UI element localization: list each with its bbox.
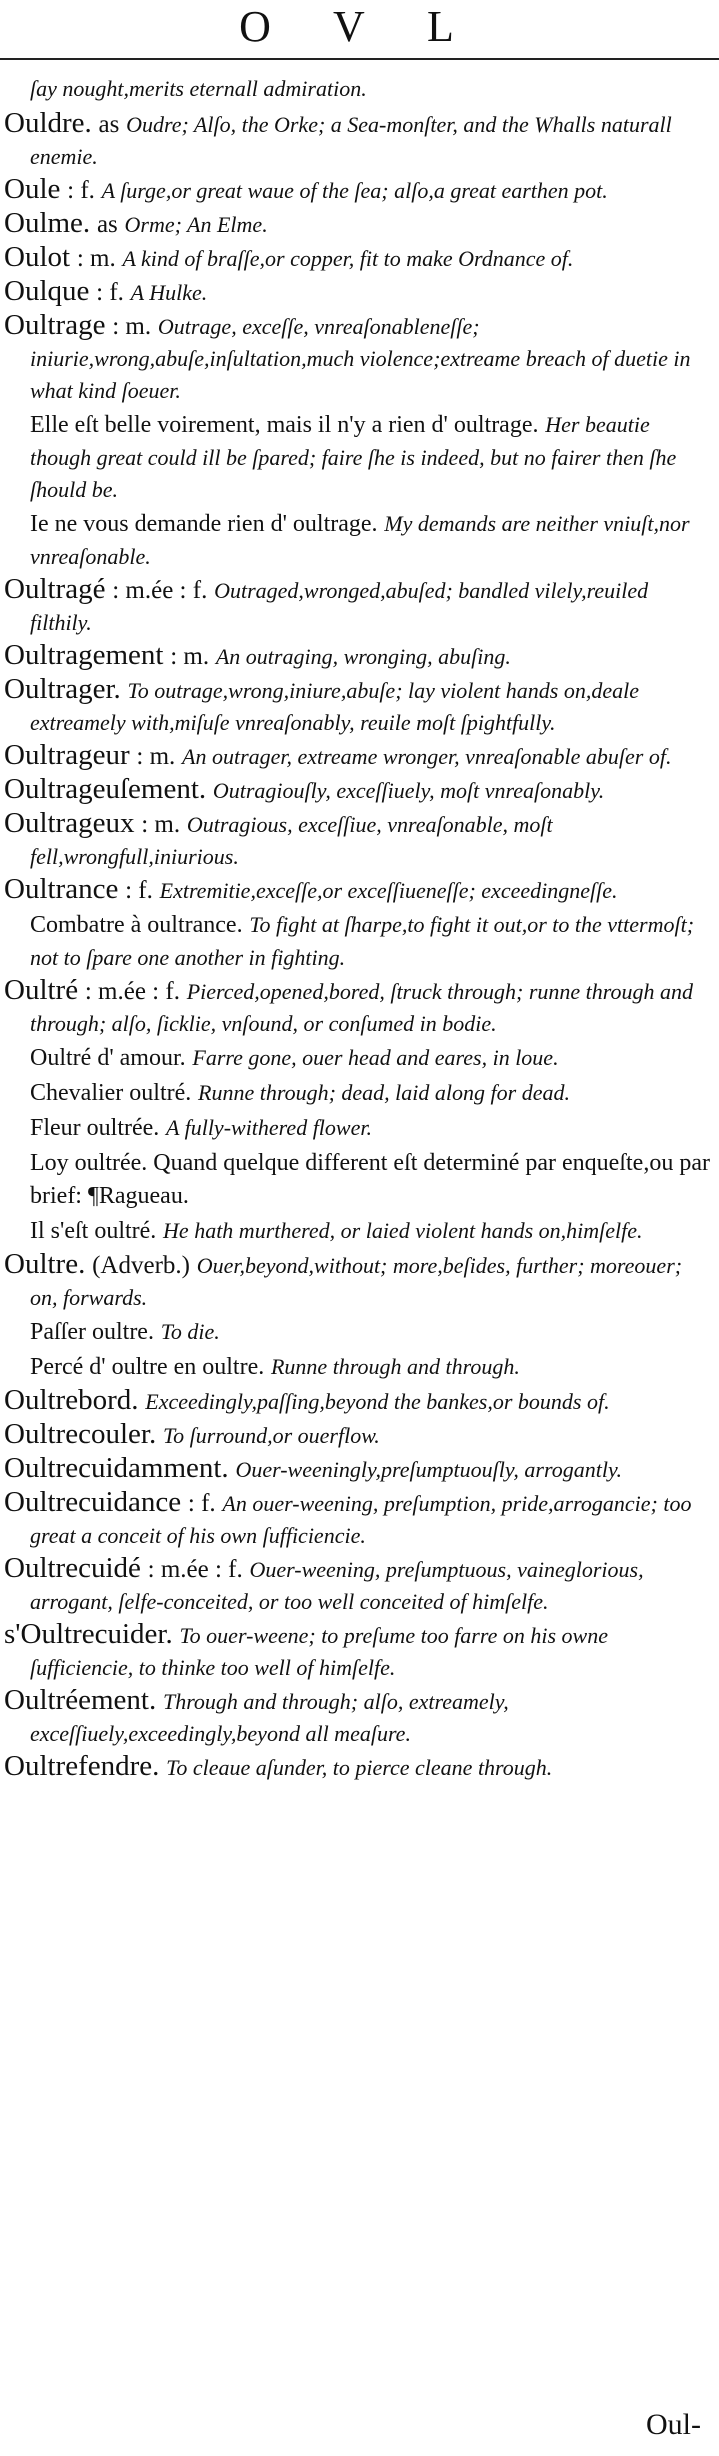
- sub-entry: [4, 1214, 712, 1247]
- headword: Oultrager.: [4, 673, 121, 705]
- definition: Ouer,beyond,without; more,beſides, further; moreouer; on, forwards.: [30, 1253, 683, 1310]
- grammar-note: : m.: [136, 743, 176, 770]
- dictionary-entry: [4, 975, 712, 1039]
- french-phrase: Combatre à oultrance.: [30, 912, 243, 938]
- grammar-note: : f.: [67, 177, 95, 204]
- grammar-note: : m.ée : f.: [84, 978, 180, 1005]
- grammar-note: : f.: [96, 279, 124, 306]
- headword: Oultragé: [4, 573, 106, 605]
- dictionary-entry: [4, 740, 712, 772]
- grammar-note: : m.ée : f.: [112, 577, 208, 604]
- headword: Oulme.: [4, 207, 91, 239]
- french-phrase: Fleur oultrée.: [30, 1115, 160, 1141]
- definition: Ouer-weeningly,preſumptuouſly, arrogantly.: [235, 1457, 622, 1482]
- dictionary-entry: [4, 108, 712, 172]
- headword: Oultrefendre.: [4, 1750, 160, 1782]
- headword: Oultrance: [4, 873, 119, 905]
- definition: Farre gone, ouer head and eares, in loue.: [192, 1045, 559, 1070]
- french-phrase: Il s'eſt oultré.: [30, 1218, 157, 1244]
- definition: He hath murthered, or laied violent hands on,himſelfe.: [163, 1218, 643, 1243]
- definition: ſay nought,merits eternall admiration.: [30, 76, 367, 101]
- definition: Runne through and through.: [270, 1354, 520, 1379]
- definition: Outraged,wronged,abuſed; bandled vilely,reuiled filthily.: [30, 578, 649, 635]
- headword: Oultrageux: [4, 807, 135, 839]
- dictionary-entry: [4, 1619, 712, 1683]
- sub-entry: [4, 1076, 712, 1109]
- dictionary-entry: [4, 640, 712, 672]
- french-phrase: Ie ne vous demande rien d' oultrage.: [30, 511, 378, 537]
- definition: Runne through; dead, laid along for dead.: [198, 1080, 570, 1105]
- dictionary-entry: [4, 1487, 712, 1551]
- grammar-note: as: [98, 111, 120, 138]
- definition: An outraging, wronging, abuſing.: [215, 644, 511, 669]
- definition: To fight at ſharpe,to fight it out,or to the vttermoſt; not to ſpare one another in fighting.: [30, 912, 695, 970]
- dictionary-entry: [4, 874, 712, 906]
- running-head: O V L: [239, 2, 480, 51]
- sub-entry: [4, 1041, 712, 1074]
- grammar-note: : f.: [125, 877, 153, 904]
- french-phrase: Paſſer oultre.: [30, 1319, 154, 1345]
- dictionary-entry: [4, 574, 712, 638]
- entry-list: [4, 72, 712, 1785]
- dictionary-entry: [4, 174, 712, 206]
- headword: Oultrecouler.: [4, 1418, 157, 1450]
- headword: s'Oultrecuider.: [4, 1618, 173, 1650]
- sub-entry: [4, 507, 712, 572]
- definition: Ouer-weening, preſumptuous, vaineglorious, arrogant, ſelfe-conceited, or too well conceited of himſelfe.: [30, 1557, 644, 1614]
- grammar-note: : m.: [76, 245, 116, 272]
- definition: A Hulke.: [130, 280, 208, 305]
- definition: A ſurge,or great waue of the ſea; alſo,a great earthen pot.: [101, 178, 608, 203]
- headword: Oultre.: [4, 1248, 86, 1280]
- sub-entry: [4, 1315, 712, 1348]
- dictionary-entry: [4, 674, 712, 738]
- definition: To outrage,wrong,iniure,abuſe; lay violent hands on,deale extreamely with,miſuſe vnreaſonably, reuile moſt ſpightfully.: [30, 678, 639, 735]
- headword: Oultrecuidamment.: [4, 1452, 229, 1484]
- headword: Oultrageuſement.: [4, 773, 207, 805]
- definition: Outragiouſly, exceſſiuely, moſt vnreaſonably.: [212, 778, 605, 803]
- grammar-note: : m.: [112, 313, 152, 340]
- dictionary-entry: [4, 1419, 712, 1451]
- headword: Oultragement: [4, 639, 164, 671]
- definition: To die.: [160, 1319, 220, 1344]
- grammar-note: as: [96, 211, 118, 238]
- grammar-note: : f.: [187, 1490, 216, 1517]
- catchword: Oul-: [646, 2408, 701, 2441]
- definition: Outrage, exceſſe, vnreaſonableneſſe; iniurie,wrong,abuſe,inſultation,much violence;extreame breach of duetie in what kind ſoeuer.: [30, 314, 691, 403]
- headword: Oule: [4, 173, 61, 205]
- definition: Orme; An Elme.: [124, 212, 268, 237]
- definition: Through and through; alſo, extreamely, exceſſiuely,exceedingly,beyond all meaſure.: [30, 1689, 509, 1746]
- sub-entry: [4, 908, 712, 973]
- definition: A kind of braſſe,or copper, fit to make Ordnance of.: [122, 246, 574, 271]
- sub-entry: [4, 1350, 712, 1383]
- french-phrase: Loy oultrée. Quand quelque different eſt determiné par enqueſte,ou par brief: ¶Ragueau.: [30, 1150, 710, 1209]
- grammar-note: : m.: [141, 811, 181, 838]
- dictionary-entry: [4, 1751, 712, 1783]
- headword: Oulot: [4, 241, 71, 273]
- dictionary-entry: [4, 774, 712, 806]
- definition: To ouer-weene; to preſume too farre on his owne ſufficiencie, to thinke too well of himſelfe.: [30, 1623, 608, 1680]
- dictionary-entry: [4, 1385, 712, 1417]
- sub-entry: [4, 408, 712, 505]
- dictionary-entry: [4, 1249, 712, 1313]
- definition: An outrager, extreame wronger, vnreaſonable abuſer of.: [182, 744, 672, 769]
- dictionary-entry: [4, 242, 712, 274]
- grammar-note: : m.ée : f.: [147, 1556, 243, 1583]
- definition: Oudre; Alſo, the Orke; a Sea-monſter, and the Whalls naturall enemie.: [30, 112, 672, 169]
- grammar-note: (Adverb.): [92, 1252, 190, 1279]
- headword: Oultréement.: [4, 1684, 157, 1716]
- definition: Her beautie though great could ill be ſpared; faire ſhe is indeed, but no fairer then ſhe ſhould be.: [30, 412, 677, 502]
- french-phrase: Percé d' oultre en oultre.: [30, 1354, 265, 1380]
- definition: An ouer-weening, preſumption, pride,arrogancie; too great a conceit of his own ſufficiencie.: [30, 1491, 692, 1548]
- header-rule: [0, 58, 719, 60]
- headword: Oultrebord.: [4, 1384, 139, 1416]
- dictionary-entry: [4, 1553, 712, 1617]
- dictionary-entry: [4, 1685, 712, 1749]
- headword: Oulque: [4, 275, 90, 307]
- headword: Oultrecuidé: [4, 1552, 141, 1584]
- definition: Pierced,opened,bored, ſtruck through; runne through and through; alſo, ſicklie, vnſound, or conſumed in bodie.: [30, 979, 694, 1036]
- headword: Oultré: [4, 974, 79, 1006]
- french-phrase: Oultré d' amour.: [30, 1045, 186, 1071]
- dictionary-entry: [4, 1453, 712, 1485]
- headword: Oultrageur: [4, 739, 130, 771]
- dictionary-entry: [4, 208, 712, 240]
- headword: Oultrecuidance: [4, 1486, 182, 1518]
- headword: Ouldre.: [4, 107, 92, 139]
- grammar-note: : m.: [170, 643, 210, 670]
- definition: To cleaue aſunder, to pierce cleane through.: [166, 1755, 553, 1780]
- sub-entry: [4, 1146, 712, 1212]
- dictionary-entry: [4, 808, 712, 872]
- definition: To ſurround,or ouerflow.: [162, 1423, 380, 1448]
- entry-continuation: [4, 72, 712, 104]
- headword: Oultrage: [4, 309, 106, 341]
- definition: My demands are neither vniuſt,nor vnreaſonable.: [30, 511, 690, 569]
- dictionary-entry: [4, 276, 712, 308]
- dictionary-entry: [4, 310, 712, 406]
- sub-entry: [4, 1111, 712, 1144]
- french-phrase: Chevalier oultré.: [30, 1080, 192, 1106]
- definition: Extremitie,exceſſe,or exceſſiueneſſe; exceedingneſſe.: [159, 878, 618, 903]
- french-phrase: Elle eſt belle voirement, mais il n'y a rien d' oultrage.: [30, 412, 539, 438]
- definition: A fully-withered flower.: [166, 1115, 372, 1140]
- definition: Exceedingly,paſſing,beyond the bankes,or bounds of.: [145, 1389, 610, 1414]
- definition: Outragious, exceſſiue, vnreaſonable, moſt fell,wrongfull,iniurious.: [30, 812, 553, 869]
